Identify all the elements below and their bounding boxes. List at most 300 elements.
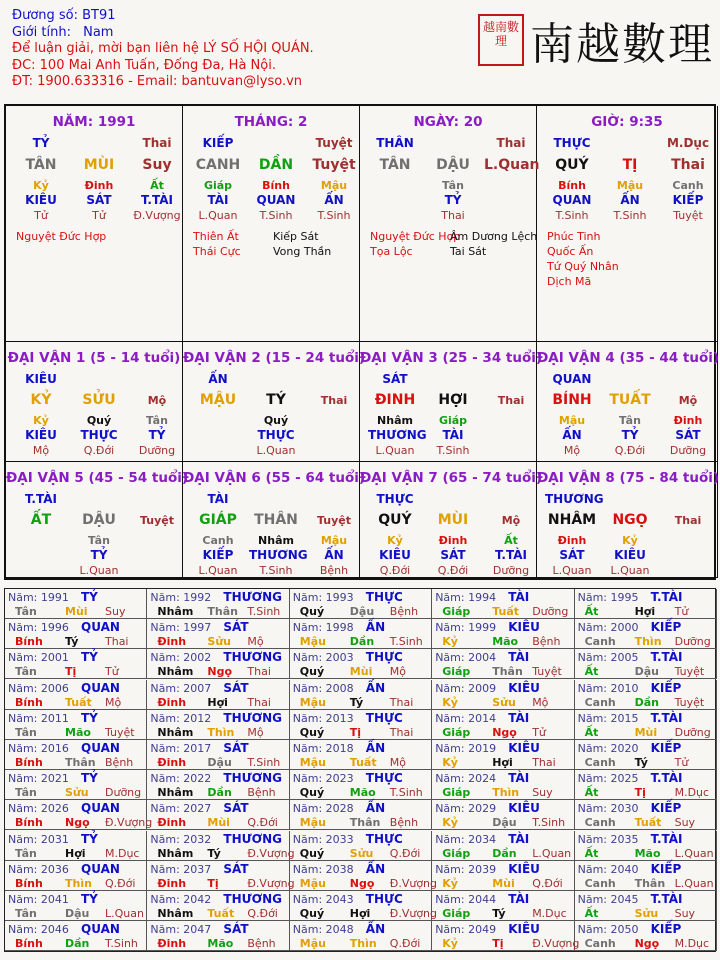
year-stage: M.Dục bbox=[105, 846, 140, 860]
year-ten-god: THỰC bbox=[365, 710, 403, 725]
luck-cycle-branch: TUẤT bbox=[609, 392, 651, 408]
luck-hidden-god: TÀI bbox=[442, 428, 464, 442]
year-stem: Tân bbox=[15, 605, 37, 618]
luck-hidden-stage: Mộ bbox=[563, 444, 581, 457]
year-stem: Kỷ bbox=[442, 756, 458, 769]
year-label: Năm: 2027 bbox=[150, 802, 212, 816]
pillar-title: NGÀY: 20 bbox=[413, 114, 483, 130]
year-cell bbox=[147, 710, 289, 740]
year-label: Năm: 2025 bbox=[577, 772, 639, 786]
year-stem: Canh bbox=[584, 756, 616, 769]
year-branch: Mùi bbox=[349, 665, 373, 679]
year-branch: Mão bbox=[349, 786, 376, 800]
year-label: Năm: 2038 bbox=[292, 862, 354, 876]
year-label: Năm: 2040 bbox=[577, 862, 639, 876]
year-stem: Giáp bbox=[442, 725, 471, 739]
year-ten-god: QUAN bbox=[81, 741, 120, 755]
year-branch: Hợi bbox=[634, 605, 656, 618]
year-branch: Dậu bbox=[634, 665, 659, 679]
luck-cycle-cell-1 bbox=[6, 342, 183, 462]
luck-cycle-stage: Tuyệt bbox=[316, 514, 351, 527]
year-branch: Dậu bbox=[349, 605, 375, 618]
luck-hidden-stem: Tân bbox=[619, 414, 641, 427]
year-stem: Giáp bbox=[442, 605, 471, 618]
luck-cycle-cell-7 bbox=[360, 462, 543, 578]
pillar-top-text: Thai bbox=[496, 136, 526, 150]
year-cell bbox=[5, 891, 147, 921]
divine-star: Nguyệt Đức Hợp bbox=[16, 230, 107, 243]
year-stage: Dưỡng bbox=[105, 786, 142, 800]
year-stage: T.Sinh bbox=[389, 635, 423, 649]
year-cell bbox=[575, 589, 717, 619]
luck-cycle-branch: MÙI bbox=[437, 512, 469, 528]
logo-text: 南越數理 bbox=[530, 19, 714, 70]
year-branch: Dần bbox=[492, 846, 517, 860]
year-ten-god: SÁT bbox=[223, 620, 249, 635]
luck-cycle-god: T.TÀI bbox=[25, 492, 57, 506]
luck-hidden-stage: L.Quan bbox=[375, 444, 415, 457]
luck-hidden-stem: Nhâm bbox=[377, 414, 413, 427]
year-stage: Tử bbox=[532, 725, 546, 739]
year-stem: Canh bbox=[584, 816, 616, 830]
luck-hidden-stem: Nhâm bbox=[258, 534, 294, 547]
luck-cycle-cell-8 bbox=[537, 462, 718, 578]
year-branch: Thân bbox=[349, 816, 381, 830]
year-branch: Thìn bbox=[492, 786, 520, 800]
year-ten-god: QUAN bbox=[81, 620, 120, 635]
year-label: Năm: 2034 bbox=[435, 832, 497, 846]
year-ten-god: ẤN bbox=[365, 741, 386, 755]
luck-cycle-cell-4 bbox=[537, 342, 718, 462]
year-stage: L.Quan bbox=[674, 846, 714, 860]
year-cell bbox=[5, 861, 147, 891]
year-cell bbox=[147, 740, 289, 770]
year-stem: Canh bbox=[584, 695, 616, 709]
luck-cycle-god: SÁT bbox=[382, 372, 408, 386]
year-ten-god: KIÊU bbox=[508, 801, 540, 816]
year-cell bbox=[290, 800, 432, 830]
year-stem: Quý bbox=[299, 846, 325, 860]
year-branch: Thân bbox=[492, 665, 523, 679]
luck-cycle-title: ĐẠI VẬN 1 (5 - 14 tuổi) bbox=[7, 350, 181, 366]
pillar-r3-text: Bính bbox=[262, 179, 290, 192]
year-cell bbox=[575, 680, 717, 710]
luck-cycle-stem: NHÂM bbox=[547, 512, 597, 528]
year-stem: Kỷ bbox=[442, 635, 458, 649]
year-stage: T.Sinh bbox=[532, 816, 566, 830]
gender-line bbox=[12, 25, 314, 42]
year-stem: Đinh bbox=[157, 816, 187, 830]
year-branch: Mùi bbox=[207, 816, 230, 830]
year-ten-god: ẤN bbox=[365, 861, 386, 876]
year-ten-god: KIẾP bbox=[650, 620, 682, 635]
year-ten-god: TỶ bbox=[81, 590, 98, 604]
year-cell bbox=[290, 649, 432, 679]
luck-hidden-god: KIẾP bbox=[202, 548, 234, 562]
luck-cycle-stage: Mộ bbox=[501, 514, 521, 527]
year-branch: Sửu bbox=[65, 786, 89, 800]
year-branch: Tuất bbox=[65, 695, 92, 709]
luck-hidden-stem: Kỷ bbox=[622, 534, 638, 547]
year-ten-god: THỰC bbox=[365, 650, 403, 665]
gender-value: Nam bbox=[83, 24, 114, 40]
year-stage: Dưỡng bbox=[674, 635, 711, 649]
address-line: ĐC: 100 Mai Anh Tuấn, Đống Đa, Hà Nội. bbox=[12, 57, 276, 73]
year-label: Năm: 2043 bbox=[292, 893, 354, 906]
year-branch: Thân bbox=[65, 756, 96, 769]
year-label: Năm: 2024 bbox=[435, 772, 497, 786]
year-ten-god: TỶ bbox=[81, 710, 98, 725]
pillar-cell-4 bbox=[537, 106, 718, 342]
year-branch: Ngọ bbox=[65, 816, 90, 830]
year-branch: Mùi bbox=[634, 725, 658, 739]
pillar-top-text: Thai bbox=[142, 136, 172, 150]
divine-star: Tọa Lộc bbox=[370, 245, 413, 258]
year-ten-god: KIẾP bbox=[650, 922, 682, 937]
year-ten-god: THƯƠNG bbox=[223, 710, 283, 725]
year-ten-god: THƯƠNG bbox=[223, 892, 283, 906]
pillar-r5-text: Tử bbox=[34, 209, 48, 222]
year-ten-god: TÀI bbox=[508, 831, 530, 846]
year-ten-god: ẤN bbox=[365, 922, 386, 937]
year-stem: Quý bbox=[299, 725, 325, 739]
luck-hidden-god: SÁT bbox=[440, 548, 466, 562]
year-ten-god: T.TÀI bbox=[650, 771, 683, 786]
year-label: Năm: 2011 bbox=[8, 711, 69, 725]
pillar-top-text: M.Dục bbox=[666, 136, 710, 150]
year-stem: Nhâm bbox=[157, 846, 194, 860]
year-branch: Ngọ bbox=[349, 876, 375, 890]
luck-cycle-stage: Tuyệt bbox=[139, 514, 174, 527]
year-stage: T.Sinh bbox=[247, 605, 281, 618]
luck-hidden-stage: T.Sinh bbox=[436, 444, 470, 457]
year-label: Năm: 2021 bbox=[8, 772, 69, 786]
pillar-r5-text: T.Sinh bbox=[613, 209, 647, 222]
year-cell bbox=[5, 710, 147, 740]
year-branch: Sửu bbox=[492, 695, 516, 709]
luck-hidden-god: TỶ bbox=[621, 428, 639, 442]
year-label: Năm: 2048 bbox=[292, 923, 354, 937]
pillar-r5-text: Thai bbox=[441, 209, 465, 222]
year-label: Năm: 2033 bbox=[292, 832, 354, 846]
pillar-r5-text: T.Sinh bbox=[555, 209, 589, 222]
year-stem: Giáp bbox=[442, 846, 471, 860]
year-label: Năm: 2018 bbox=[292, 742, 354, 755]
year-cell bbox=[147, 589, 289, 619]
pillar-r5-text: T.Sinh bbox=[317, 209, 351, 222]
year-cell bbox=[432, 710, 574, 740]
year-stem: Nhâm bbox=[157, 786, 194, 800]
year-cell bbox=[147, 891, 289, 921]
year-stem: Tân bbox=[15, 665, 37, 679]
year-cell bbox=[5, 921, 147, 951]
luck-cycle-title: ĐẠI VẬN 2 (15 - 24 tuổi) bbox=[183, 350, 366, 366]
year-stem: Quý bbox=[299, 605, 325, 618]
year-cell bbox=[5, 619, 147, 649]
luck-cycle-branch: TÝ bbox=[266, 392, 286, 408]
year-stage: Đ.Vượng bbox=[389, 876, 437, 890]
pillar-mid-text: TÂN bbox=[379, 157, 411, 173]
year-ten-god: T.TÀI bbox=[650, 590, 683, 604]
luck-hidden-god: SÁT bbox=[675, 428, 701, 442]
luck-cycle-stem: ĐINH bbox=[374, 392, 416, 408]
year-stem: Ất bbox=[584, 786, 599, 800]
year-stem: Kỷ bbox=[442, 937, 458, 951]
year-cell bbox=[575, 770, 717, 800]
year-branch: Tuất bbox=[634, 816, 662, 830]
divine-star: Âm Dương Lệch bbox=[450, 230, 538, 243]
pillar-r4-text: QUAN bbox=[552, 193, 592, 207]
year-stem: Mậu bbox=[299, 695, 326, 709]
year-cell bbox=[290, 861, 437, 891]
pillar-mid-text: QUÝ bbox=[555, 157, 589, 173]
year-ten-god: QUAN bbox=[81, 861, 120, 876]
year-ten-god: TỶ bbox=[81, 771, 98, 786]
pillar-r4-text: ẤN bbox=[324, 193, 344, 207]
year-stem: Canh bbox=[584, 937, 616, 951]
pillar-r4-text: ẤN bbox=[620, 193, 640, 207]
year-stem: Kỷ bbox=[442, 695, 458, 709]
year-ten-god: ẤN bbox=[365, 620, 386, 635]
year-label: Năm: 1991 bbox=[8, 591, 69, 604]
year-stem: Bính bbox=[15, 695, 43, 709]
luck-cycle-stem: GIÁP bbox=[199, 512, 237, 528]
year-cell bbox=[575, 649, 717, 679]
year-stage: Mộ bbox=[247, 725, 264, 739]
luck-cycle-branch: SỬU bbox=[82, 392, 116, 408]
year-cell bbox=[432, 800, 574, 830]
year-branch: Hợi bbox=[207, 695, 228, 709]
luck-hidden-stem: Mậu bbox=[320, 534, 348, 547]
year-stem: Bính bbox=[15, 756, 43, 769]
year-branch: Tý bbox=[349, 695, 364, 709]
year-label: Năm: 2016 bbox=[8, 742, 69, 755]
year-stage: Suy bbox=[674, 816, 696, 830]
year-label: Năm: 1994 bbox=[435, 591, 497, 604]
divine-star: Tai Sát bbox=[450, 245, 487, 258]
luck-hidden-stem: Tân bbox=[88, 534, 110, 547]
code-line: Đương số: BT91 bbox=[12, 8, 116, 23]
year-stem: Đinh bbox=[157, 695, 187, 709]
year-branch: Tị bbox=[207, 876, 219, 890]
year-stage: Bệnh bbox=[389, 816, 419, 830]
year-ten-god: THỰC bbox=[365, 892, 403, 906]
luck-cycle-god: TÀI bbox=[207, 492, 229, 506]
divine-star: Phúc Tinh bbox=[547, 230, 601, 243]
pillar-top-text: KIẾP bbox=[202, 136, 234, 150]
year-ten-god: T.TÀI bbox=[650, 892, 683, 906]
year-cell bbox=[432, 831, 574, 861]
divine-star: Nguyệt Đức Hợp bbox=[370, 230, 461, 243]
year-ten-god: KIẾP bbox=[650, 861, 682, 876]
year-ten-god: T.TÀI bbox=[650, 710, 683, 725]
year-ten-god: KIÊU bbox=[508, 680, 540, 695]
luck-cycle-title: ĐẠI VẬN 8 (75 - 84 tuổi) bbox=[537, 470, 720, 486]
year-label: Năm: 1996 bbox=[8, 621, 69, 635]
year-stem: Nhâm bbox=[157, 665, 194, 679]
pillar-r5-text: Đ.Vượng bbox=[133, 209, 181, 222]
luck-cycle-god: THỰC bbox=[376, 492, 414, 506]
luck-cycle-god: THƯƠNG bbox=[545, 492, 604, 506]
gender-label: Giới tính: bbox=[12, 24, 71, 40]
luck-cycle-god: ẤN bbox=[208, 372, 228, 386]
year-stage: L.Quan bbox=[532, 846, 572, 860]
luck-hidden-stage: Q.Đới bbox=[379, 564, 411, 577]
year-label: Năm: 2000 bbox=[577, 621, 639, 635]
year-label: Năm: 2049 bbox=[435, 923, 497, 937]
luck-hidden-stage: Q.Đới bbox=[614, 444, 646, 457]
year-cell bbox=[575, 891, 717, 921]
year-stage: T.Sinh bbox=[247, 756, 281, 769]
year-cell bbox=[432, 619, 574, 649]
year-branch: Tý bbox=[207, 846, 221, 860]
year-stage: Q.Đới bbox=[532, 876, 563, 890]
year-stage: Q.Đới bbox=[247, 816, 278, 830]
client-info bbox=[12, 8, 314, 91]
year-cell bbox=[432, 770, 574, 800]
pillar-r4-text: SÁT bbox=[86, 193, 112, 207]
luck-hidden-stage: L.Quan bbox=[610, 564, 650, 577]
luck-hidden-stage: Bệnh bbox=[319, 564, 349, 577]
year-cell bbox=[147, 800, 289, 830]
year-stem: Mậu bbox=[299, 876, 326, 890]
year-stem: Kỷ bbox=[442, 876, 458, 890]
chart-grid bbox=[4, 104, 720, 580]
year-branch: Tuất bbox=[207, 907, 235, 920]
year-stage: Thai bbox=[389, 725, 414, 739]
luck-cycle-stem: QUÝ bbox=[378, 512, 412, 528]
year-ten-god: THƯƠNG bbox=[223, 771, 283, 786]
divine-star: Quốc Ấn bbox=[547, 245, 594, 258]
luck-hidden-god: T.TÀI bbox=[495, 548, 527, 562]
year-stage: Mộ bbox=[532, 695, 549, 709]
year-label: Năm: 2003 bbox=[292, 651, 354, 665]
year-stage: Suy bbox=[105, 605, 126, 618]
year-stage: L.Quan bbox=[105, 907, 144, 920]
year-stem: Quý bbox=[299, 786, 325, 800]
year-branch: Dậu bbox=[65, 907, 90, 920]
year-label: Năm: 2031 bbox=[8, 832, 69, 846]
year-cell bbox=[575, 619, 717, 649]
year-stage: Đ.Vượng bbox=[247, 876, 295, 890]
luck-hidden-stage: Dưỡng bbox=[492, 564, 530, 577]
year-branch: Hợi bbox=[492, 756, 513, 769]
year-label: Năm: 2022 bbox=[150, 772, 212, 786]
year-ten-god: SÁT bbox=[223, 922, 249, 937]
luck-hidden-stem: Đinh bbox=[557, 534, 587, 547]
year-ten-god: TỶ bbox=[81, 892, 98, 906]
year-cell bbox=[575, 710, 717, 740]
year-stem: Nhâm bbox=[157, 907, 194, 920]
luck-cycle-title: ĐẠI VẬN 6 (55 - 64 tuổi) bbox=[183, 470, 366, 486]
luck-hidden-stem: Quý bbox=[263, 414, 289, 427]
luck-cycle-branch: NGỌ bbox=[612, 512, 648, 528]
year-ten-god: QUAN bbox=[81, 801, 120, 816]
year-branch: Tị bbox=[65, 665, 77, 679]
luck-hidden-stage: Mộ bbox=[32, 444, 50, 457]
year-stage: Tử bbox=[674, 605, 689, 618]
year-ten-god: KIÊU bbox=[508, 861, 540, 876]
divine-star: Kiếp Sát bbox=[273, 230, 319, 243]
year-label: Năm: 2037 bbox=[150, 862, 212, 876]
year-branch: Thìn bbox=[207, 725, 235, 739]
pillar-mid-text: Tuyệt bbox=[312, 157, 356, 173]
year-branch: Mão bbox=[634, 846, 661, 860]
year-cell bbox=[290, 891, 437, 921]
pillar-r4-text: KIẾP bbox=[672, 193, 704, 207]
year-stem: Bính bbox=[15, 937, 43, 951]
year-branch: Tuất bbox=[349, 756, 377, 769]
year-ten-god: TÀI bbox=[508, 710, 530, 725]
year-cell bbox=[575, 921, 717, 951]
year-label: Năm: 2012 bbox=[150, 711, 212, 725]
year-label: Năm: 2010 bbox=[577, 681, 639, 695]
luck-hidden-god: THƯƠNG bbox=[249, 548, 308, 562]
pillar-mid-text: L.Quan bbox=[484, 157, 540, 173]
luck-hidden-stage: Q.Đới bbox=[83, 444, 115, 457]
year-cell bbox=[575, 800, 717, 830]
year-cell bbox=[290, 710, 432, 740]
luck-hidden-god: TỶ bbox=[90, 548, 108, 562]
year-stage: Tuyệt bbox=[105, 725, 135, 739]
year-branch: Sửu bbox=[349, 846, 374, 860]
year-ten-god: THỰC bbox=[365, 771, 403, 786]
year-stem: Đinh bbox=[157, 635, 187, 649]
year-branch: Tị bbox=[492, 937, 504, 951]
year-stem: Ất bbox=[584, 846, 599, 860]
year-stage: Q.Đới bbox=[389, 937, 421, 951]
year-stem: Mậu bbox=[299, 937, 326, 951]
year-label: Năm: 1997 bbox=[150, 621, 212, 635]
year-branch: Dần bbox=[349, 635, 375, 649]
year-cell bbox=[5, 770, 147, 800]
luck-hidden-stem: Đinh bbox=[673, 414, 703, 427]
year-stage: Suy bbox=[674, 907, 696, 920]
year-ten-god: THƯƠNG bbox=[223, 650, 283, 665]
pillar-title: GIỜ: 9:35 bbox=[591, 114, 663, 130]
year-stage: Đ.Vượng bbox=[105, 816, 153, 830]
year-label: Năm: 2035 bbox=[577, 832, 639, 846]
year-ten-god: THỰC bbox=[365, 831, 403, 846]
luck-hidden-stem: Quý bbox=[86, 414, 112, 427]
pillar-r4-text: QUAN bbox=[256, 193, 296, 207]
year-label: Năm: 2029 bbox=[435, 802, 497, 816]
pillar-r5-text: L.Quan bbox=[198, 209, 238, 222]
year-cell bbox=[432, 921, 580, 951]
luck-cycle-title: ĐẠI VẬN 3 (25 - 34 tuổi) bbox=[360, 350, 543, 366]
luck-cycle-title: ĐẠI VẬN 7 (65 - 74 tuổi) bbox=[360, 470, 543, 486]
year-stem: Bính bbox=[15, 876, 43, 890]
year-stage: Bệnh bbox=[105, 756, 134, 769]
phone-line: ĐT: 1900.633316 - Email: bantuvan@lyso.vn bbox=[12, 74, 303, 89]
year-cell bbox=[432, 589, 574, 619]
year-branch: Mão bbox=[492, 635, 519, 649]
pillar-mid-text: Thai bbox=[671, 157, 705, 173]
luck-cycle-stem: ẤT bbox=[30, 512, 52, 528]
luck-cycle-stage: Mộ bbox=[147, 394, 167, 407]
year-stem: Mậu bbox=[299, 635, 326, 649]
year-label: Năm: 2044 bbox=[435, 893, 497, 906]
luck-hidden-stage: L.Quan bbox=[552, 564, 592, 577]
year-branch: Dậu bbox=[492, 816, 517, 830]
year-stage: Tuyệt bbox=[674, 695, 705, 709]
luck-hidden-stem: Mậu bbox=[558, 414, 586, 427]
year-stage: Tuyệt bbox=[674, 665, 705, 679]
luck-hidden-god: THƯƠNG bbox=[368, 428, 427, 442]
pillar-r3-text: Giáp bbox=[203, 179, 233, 192]
year-stage: T.Sinh bbox=[105, 937, 138, 951]
luck-hidden-stage: T.Sinh bbox=[259, 564, 293, 577]
